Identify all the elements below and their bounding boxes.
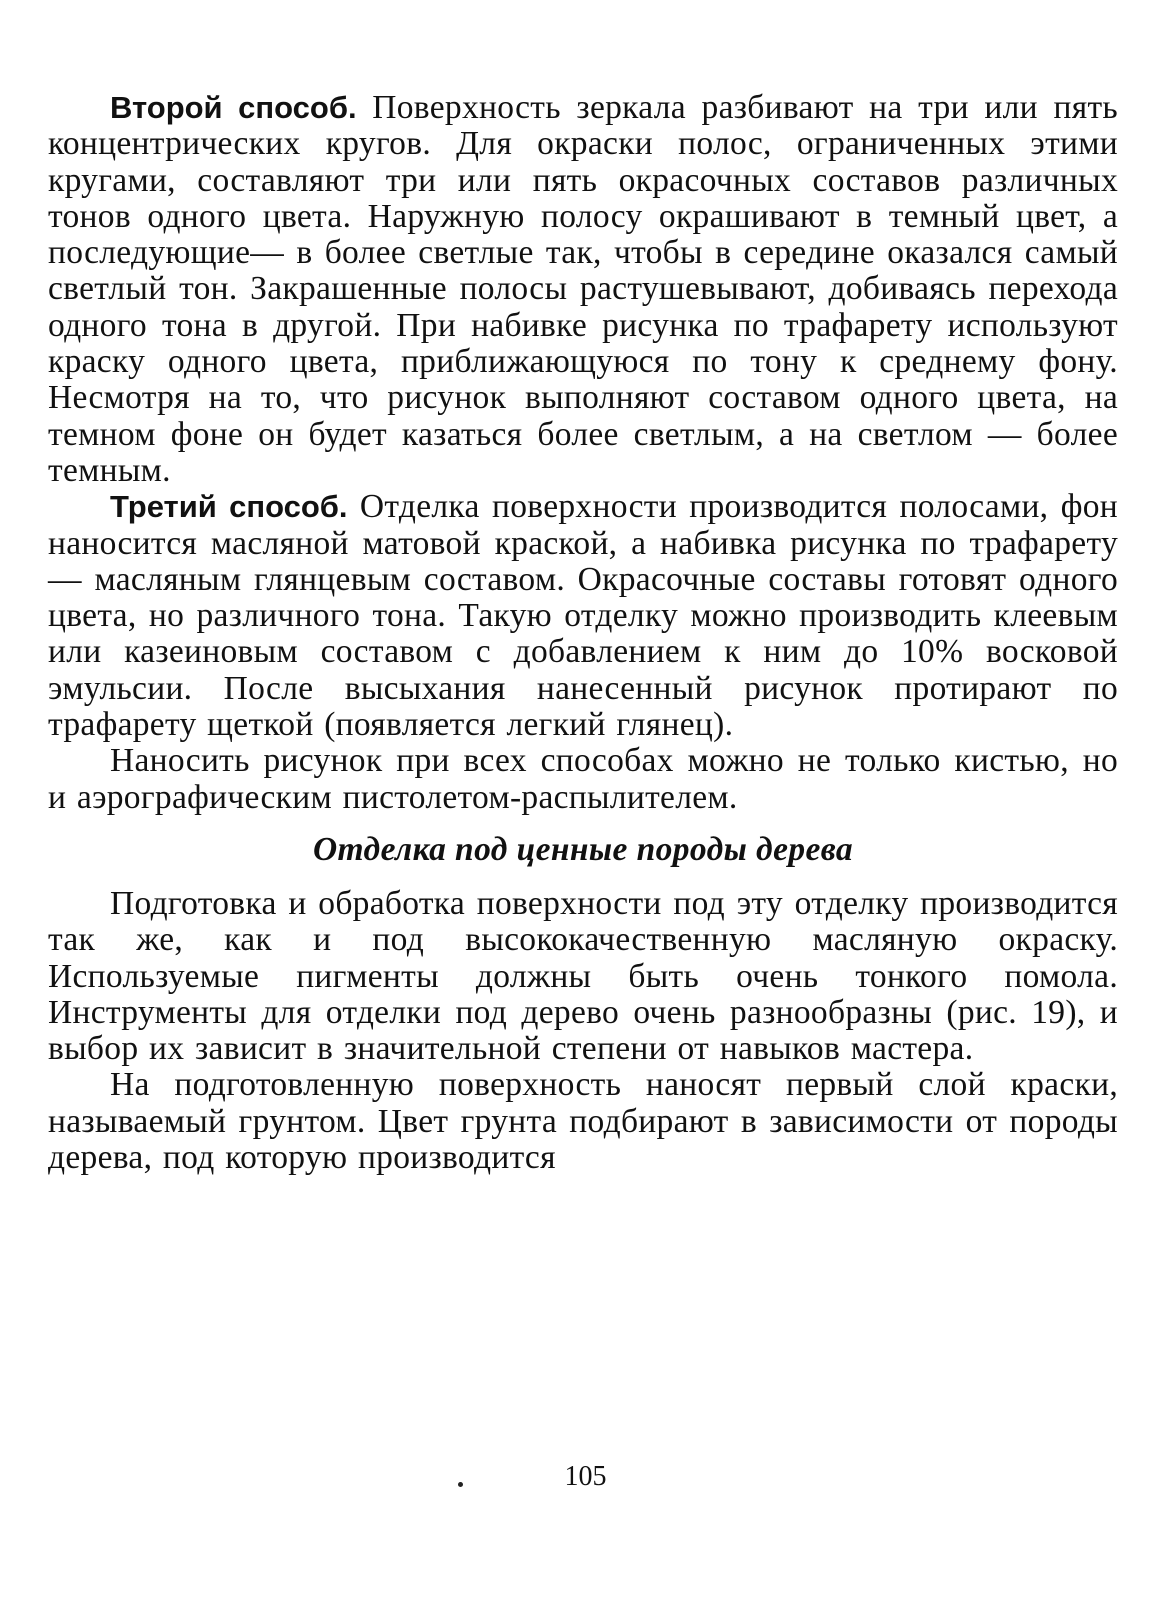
paragraph-lead: Второй способ. bbox=[110, 90, 357, 125]
paragraph-third-method bbox=[48, 489, 1118, 743]
paragraph-text: Подготовка и обработка поверхности под эту отделку производится так же, как и под высококачественную масляную окраску. Используемые пигменты должны быть очень тонкого помола. Инструменты для отделки под дерево очень разнообразны (рис. 19), и выбор их зависит в значительной степени от навыков мастера. bbox=[48, 884, 1118, 1068]
paragraph-second-method bbox=[48, 90, 1118, 489]
paragraph-lead: Третий способ. bbox=[110, 489, 348, 525]
page-number: 105 bbox=[564, 1461, 607, 1492]
paragraph-preparation bbox=[48, 886, 1118, 1067]
paragraph-text: Наносить рисунок при всех способах можно не только кистью, но и аэрографическим пистолетом-распылителем. bbox=[48, 742, 1118, 816]
paragraph-primer bbox=[48, 1067, 1118, 1176]
paragraph-text: Отделка поверхности производится полосами, фон наносится масляной матовой краской, а набивка рисунка по трафарету — масляным глянцевым составом. Окрасочные составы готовят одного цвета, но различного тона. Такую отделку можно производить клеевым или казеиновым составом с добавлением к ним до 10% восковой эмульсии. После высыхания нанесенный рисунок протирают по трафарету щеткой (появляется легкий глянец). bbox=[48, 488, 1118, 744]
paragraph-text: На подготовленную поверхность наносят первый слой краски, называемый грунтом. Цвет грунта подбирают в зависимости от породы дерева, под которую производится bbox=[48, 1066, 1118, 1177]
section-heading: Отделка под ценные породы дерева bbox=[312, 830, 854, 868]
paragraph-application bbox=[48, 743, 1118, 816]
page-body bbox=[48, 90, 1118, 1176]
paragraph-text: Поверхность зеркала разбивают на три или пять концентрических кругов. Для окраски полос, ограниченных этими кругами, составляют три или пять окрасочных составов различных тонов одного цвета. Наружную полосу окрашивают в темный цвет, а последующие— в более светлые так, чтобы в середине оказался самый светлый тон. Закрашенные полосы растушевывают, добиваясь перехода одного тона в другой. При набивке рисунка по трафарету используют краску одного цвета, приближающуюся по тону к среднему фону. Несмотря на то, что рисунок выполняют составом одного цвета, на темном фоне он будет казаться более светлым, а на светлом — более темным. bbox=[48, 89, 1118, 489]
